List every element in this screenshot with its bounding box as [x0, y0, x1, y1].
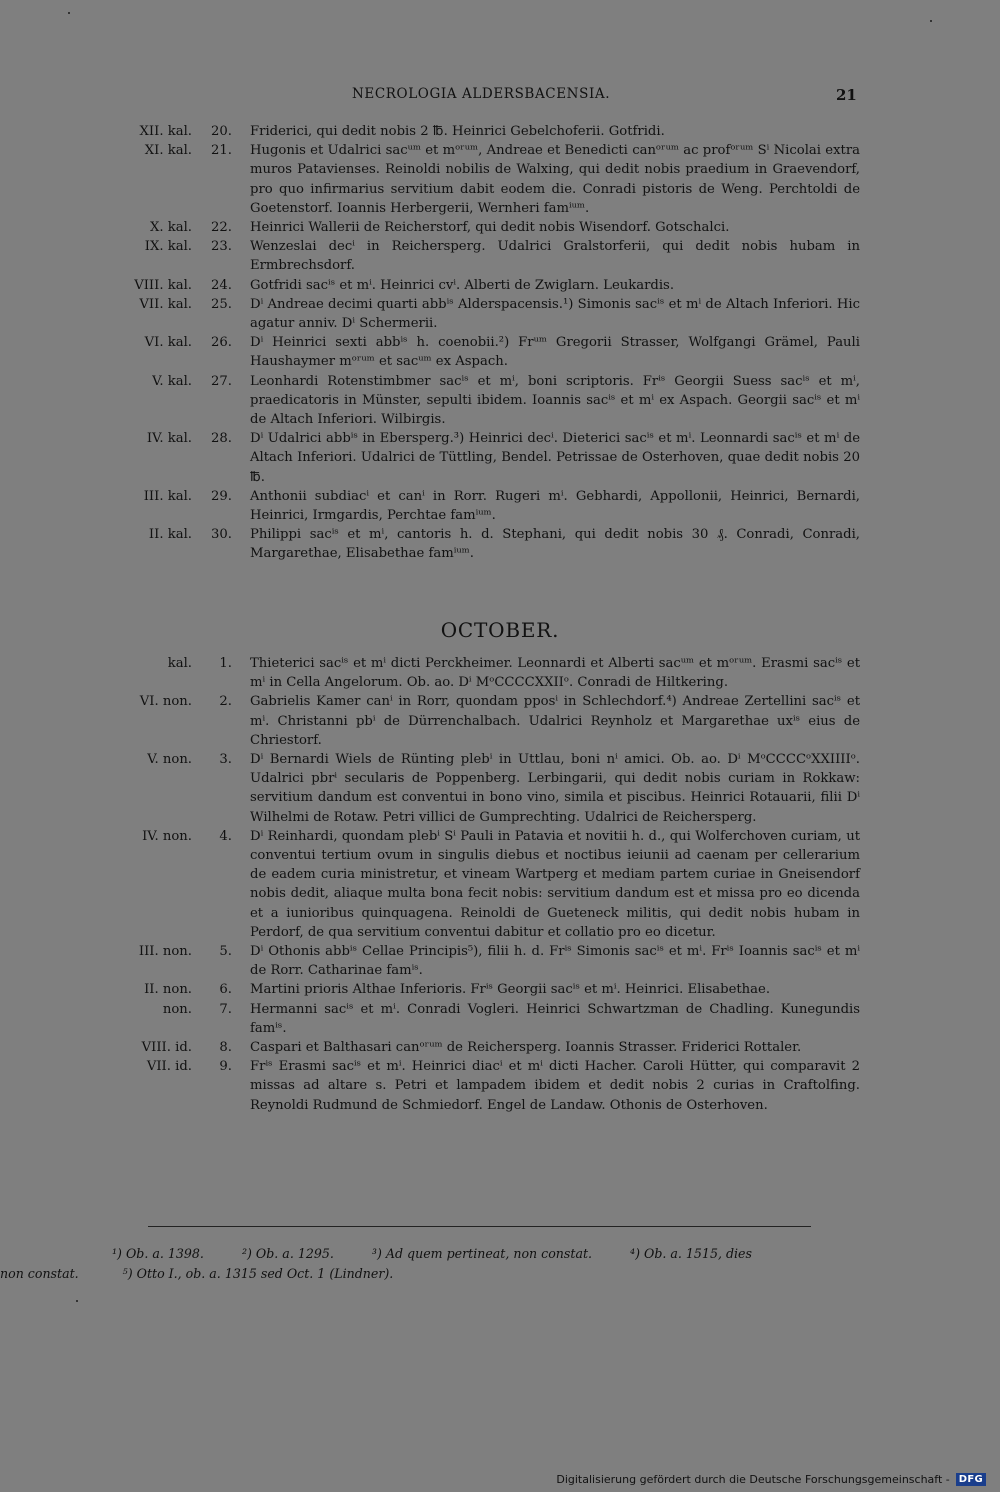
entry-day-number: 20.	[211, 124, 232, 139]
entry-text: Frⁱˢ Erasmi sacⁱˢ et mⁱ. Heinrici diacⁱ et mⁱ dicti Hacher. Caroli Hütter, qui comparavit 2 missas ad altare s. Petri et lampadem ibidem et dedit nobis 2 curias in Craftolfing. Reynoldi Rudmund de Schmiedorf. Engel de Landaw. Othonis de Osterhoven.	[250, 1059, 860, 1113]
entry-text: Dⁱ Andreae decimi quarti abbⁱˢ Alderspacensis.¹) Simonis sacⁱˢ et mⁱ de Altach Inferiori. Hic agatur anniv. Dⁱ Schermerii.	[250, 296, 860, 332]
entry-date: VI. kal.	[144, 335, 192, 351]
entry-text: Leonhardi Rotenstimbmer sacⁱˢ et mⁱ, boni scriptoris. Frⁱˢ Georgii Suess sacⁱˢ et mⁱ, praedicatoris in Münster, sepulti ibidem. Ioannis sacⁱˢ et mⁱ ex Aspach. Georgii sacⁱˢ et mⁱ de Altach Inferiori. Wilbirgis.	[250, 373, 860, 428]
running-title: NECROLOGIA ALDERSBACENSIA.	[352, 86, 611, 102]
entry-day-number: 24.	[211, 277, 232, 293]
footnote-line-1	[112, 1244, 860, 1264]
necrology-entry	[0, 295, 1000, 333]
entry-day-number: 28.	[211, 431, 232, 447]
entry-date: non.	[162, 1001, 192, 1017]
scan-speck	[76, 1300, 78, 1302]
october-entries	[0, 654, 1000, 1115]
entry-date: II. non.	[144, 982, 192, 998]
necrology-entry	[0, 218, 1000, 237]
necrology-entry	[0, 1038, 1000, 1057]
necrology-entry	[0, 429, 1000, 487]
entry-date: IV. kal.	[146, 431, 192, 447]
necrology-entry	[0, 980, 1000, 999]
entry-text: Dⁱ Bernardi Wiels de Rünting plebⁱ in Uttlau, boni nⁱ amici. Ob. ao. Dⁱ MᵒCCCCᵒXXIIIIᵒ. Udalrici pbrⁱ secularis de Poppenberg. Lerbingarii, qui dedit nobis curiam in Rokkaw: servitium dandum est conventui in bono vino, simila et piscibus. Heinrici Rotauarii, filii Dⁱ Wilhelmi de Rotaw. Petri villici de Gumprechting. Udalrici de Reichersperg.	[250, 752, 860, 825]
necrology-entry	[0, 141, 1000, 218]
footnote-rule	[148, 1226, 811, 1227]
necrology-entry	[0, 237, 1000, 275]
scan-speck	[930, 20, 932, 22]
dfg-logo: DFG	[956, 1473, 986, 1486]
footnote-line-2	[0, 1264, 860, 1284]
necrology-entry	[0, 276, 1000, 295]
entry-date: XII. kal.	[139, 124, 192, 139]
entry-date: IX. kal.	[144, 239, 192, 255]
entry-day-number: 8.	[219, 1040, 232, 1056]
entry-text: Wenzeslai decⁱ in Reichersperg. Udalrici Gralstorferii, qui dedit nobis hubam in Ermbrechsdorf.	[250, 239, 860, 274]
entry-day-number: 7.	[219, 1001, 232, 1017]
necrology-entry	[0, 750, 1000, 827]
entry-day-number: 2.	[219, 694, 232, 710]
september-entries	[0, 122, 1000, 564]
page-number: 21	[836, 86, 857, 104]
entry-day-number: 29.	[211, 488, 232, 504]
entry-text: Friderici, qui dedit nobis 2 ℔. Heinrici Gebelchoferii. Gotfridi.	[250, 124, 665, 139]
footnote-4-cont: non constat.	[0, 1266, 79, 1281]
footnote-3: ³) Ad quem pertineat, non constat.	[371, 1246, 593, 1261]
entry-date: III. non.	[138, 944, 192, 960]
entry-text: Martini prioris Althae Inferioris. Frⁱˢ Georgii sacⁱˢ et mⁱ. Heinrici. Elisabethae.	[250, 982, 771, 998]
necrology-entry	[0, 827, 1000, 942]
necrology-entry	[0, 122, 1000, 141]
digitization-credit	[556, 1471, 986, 1487]
entry-date: VIII. id.	[141, 1040, 192, 1056]
necrology-entry	[0, 1000, 1000, 1038]
entry-date: VII. id.	[146, 1059, 192, 1075]
necrology-entry	[0, 333, 1000, 371]
necrology-entry	[0, 692, 1000, 750]
footnote-1: ¹) Ob. a. 1398.	[112, 1246, 204, 1261]
entry-day-number: 25.	[211, 296, 232, 312]
entry-day-number: 26.	[211, 335, 232, 351]
entry-date: IV. non.	[142, 828, 192, 844]
footnote-4: ⁴) Ob. a. 1515, dies	[630, 1246, 752, 1261]
entry-day-number: 21.	[211, 143, 232, 159]
entry-day-number: 22.	[211, 220, 232, 236]
entry-text: Anthonii subdiacⁱ et canⁱ in Rorr. Rugeri mⁱ. Gebhardi, Appollonii, Heinrici, Bernardi, Heinrici, Irmgardis, Perchtae famⁱᵘᵐ.	[250, 488, 860, 524]
footnote-5: ⁵) Otto I., ob. a. 1315 sed Oct. 1 (Lindner).	[122, 1266, 394, 1281]
entry-text: Dⁱ Reinhardi, quondam plebⁱ Sⁱ Pauli in Patavia et novitii h. d., qui Wolferchoven curiam, ut conventui tertium ovum in singulis diebus et noctibus ieiunii ad caenam per cellerarium de eadem curia ministretur, et vineam Wartperg et mediam partem curiae in Gneisendorf nobis dedit, aliaque multa bona fecit nobis: servitium dandum est et missa pro eo dicenda et a iunioribus quinquagena. Reinoldi de Gueteneck militis, qui dedit nobis hubam in Perdorf, de qua servitium conventui dabitur et collatio pro eo dicetur.	[250, 828, 860, 940]
necrology-entry	[0, 654, 1000, 692]
entry-text: Hugonis et Udalrici sacᵘᵐ et mᵒʳᵘᵐ, Andreae et Benedicti canᵒʳᵘᵐ ac profᵒʳᵘᵐ Sⁱ Nicolai extra muros Patavienses. Reinoldi nobilis de Walxing, qui dedit nobis praedium in Graevendorf, pro quo infirmarius servitium dabit eodem die. Conradi pistoris de Weng. Perchtoldi de Goetenstorf. Ioannis Herbergerii, Wernheri famⁱᵘᵐ.	[250, 143, 860, 216]
month-heading: OCTOBER.	[440, 618, 560, 642]
entry-day-number: 23.	[211, 239, 232, 255]
entry-text: Dⁱ Othonis abbⁱˢ Cellae Principis⁵), filii h. d. Frⁱˢ Simonis sacⁱˢ et mⁱ. Frⁱˢ Ioannis sacⁱˢ et mⁱ de Rorr. Catharinae famⁱˢ.	[250, 944, 860, 979]
entry-day-number: 27.	[211, 373, 232, 389]
entry-date: V. non.	[147, 752, 192, 768]
entry-day-number: 4.	[219, 828, 232, 844]
credit-text: Digitalisierung gefördert durch die Deutsche Forschungsgemeinschaft -	[556, 1472, 950, 1486]
necrology-entry	[0, 487, 1000, 525]
footnote-2: ²) Ob. a. 1295.	[241, 1246, 334, 1261]
entry-text: Heinrici Wallerii de Reicherstorf, qui dedit nobis Wisendorf. Gotschalci.	[250, 220, 730, 236]
footnotes	[0, 1244, 860, 1284]
entry-date: III. kal.	[143, 488, 192, 504]
scan-speck	[68, 12, 70, 14]
entry-date: VII. kal.	[139, 296, 192, 312]
entry-text: Gabrielis Kamer canⁱ in Rorr, quondam pposⁱ in Schlechdorf.⁴) Andreae Zertellini sacⁱˢ et mⁱ. Christanni pbⁱ de Dürrenchalbach. Udalrici Reynholz et Margarethae uxⁱˢ eius de Chriestorf.	[250, 694, 860, 748]
entry-date: XI. kal.	[144, 143, 192, 159]
entry-date: VI. non.	[139, 694, 192, 710]
entry-day-number: 3.	[219, 752, 232, 768]
necrology-entry	[0, 525, 1000, 563]
entry-text: Dⁱ Udalrici abbⁱˢ in Ebersperg.³) Heinrici decⁱ. Dieterici sacⁱˢ et mⁱ. Leonnardi sacⁱˢ et mⁱ de Altach Inferiori. Udalrici de Tüttling, Bendel. Petrissae de Osterhoven, quae dedit nobis 20 ℔.	[250, 431, 860, 485]
entry-date: X. kal.	[149, 220, 192, 236]
entry-date: kal.	[167, 656, 192, 671]
entry-day-number: 6.	[219, 982, 232, 998]
entry-date: II. kal.	[148, 527, 192, 543]
entry-text: Thieterici sacⁱˢ et mⁱ dicti Perckheimer. Leonnardi et Alberti sacᵘᵐ et mᵒʳᵘᵐ. Erasmi sacⁱˢ et mⁱ in Cella Angelorum. Ob. ao. Dⁱ MᵒCCCCXXIIᵒ. Conradi de Hiltkering.	[250, 656, 860, 691]
entry-day-number: 1.	[219, 656, 232, 671]
entry-day-number: 30.	[211, 527, 232, 543]
entry-text: Dⁱ Heinrici sexti abbⁱˢ h. coenobii.²) Frᵘᵐ Gregorii Strasser, Wolfgangi Grämel, Pauli Haushaymer mᵒʳᵘᵐ et sacᵘᵐ ex Aspach.	[250, 335, 860, 370]
necrology-entry	[0, 372, 1000, 430]
entry-text: Caspari et Balthasari canᵒʳᵘᵐ de Reichersperg. Ioannis Strasser. Friderici Rottaler.	[250, 1040, 802, 1056]
entry-day-number: 9.	[219, 1059, 232, 1075]
entry-date: VIII. kal.	[134, 277, 192, 293]
necrology-entry	[0, 942, 1000, 980]
necrology-entry	[0, 1057, 1000, 1115]
entry-date: V. kal.	[152, 373, 192, 389]
page-header	[0, 86, 1000, 108]
entry-text: Gotfridi sacⁱˢ et mⁱ. Heinrici cvⁱ. Alberti de Zwiglarn. Leukardis.	[250, 277, 675, 293]
entry-text: Hermanni sacⁱˢ et mⁱ. Conradi Vogleri. Heinrici Schwartzman de Chadling. Kunegundis famⁱˢ.	[250, 1001, 860, 1036]
entry-day-number: 5.	[219, 944, 232, 960]
entry-text: Philippi sacⁱˢ et mⁱ, cantoris h. d. Stephani, qui dedit nobis 30 ₰. Conradi, Conradi, Margarethae, Elisabethae famⁱᵘᵐ.	[250, 527, 860, 562]
